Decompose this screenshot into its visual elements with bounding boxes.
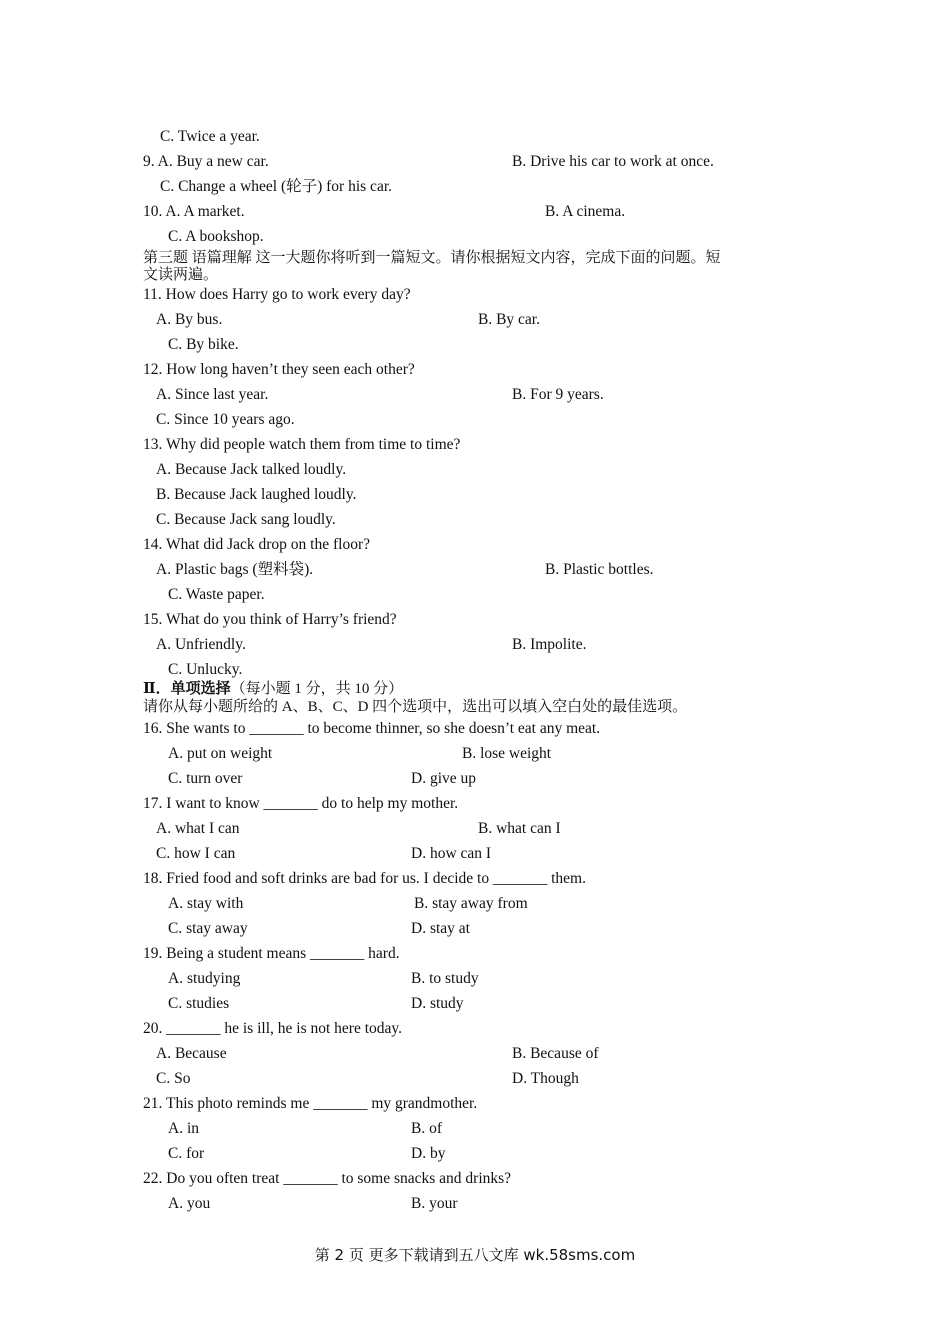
question-15: 15. What do you think of Harry’s friend? (143, 611, 397, 628)
question-14: 14. What did Jack drop on the floor? (143, 536, 370, 553)
option-18c: C. stay away (168, 920, 248, 937)
option-20b: B. Because of (512, 1045, 599, 1062)
question-16: 16. She wants to _______ to become thinner, so she doesn’t eat any meat. (143, 720, 601, 737)
option-15c: C. Unlucky. (168, 661, 243, 678)
option-20a: A. Because (156, 1045, 227, 1062)
option-15b: B. Impolite. (512, 636, 587, 653)
option-11c: C. By bike. (168, 336, 239, 353)
question-10: 10. A. A market. (143, 203, 245, 220)
option-13b: B. Because Jack laughed loudly. (156, 486, 357, 503)
option-16d: D. give up (411, 770, 477, 787)
option-21d: D. by (411, 1145, 446, 1162)
option-9b: B. Drive his car to work at once. (512, 153, 714, 170)
option-17a: A. what I can (156, 820, 240, 837)
option-19d: D. study (411, 995, 464, 1012)
option-12c: C. Since 10 years ago. (156, 411, 295, 428)
option-22b: B. your (411, 1195, 458, 1212)
question-19: 19. Being a student means _______ hard. (143, 945, 400, 962)
page-footer: 第 2 页 更多下载请到五八文库 wk.58sms.com (314, 1246, 636, 1264)
question-9: 9. A. Buy a new car. (143, 153, 269, 170)
section-2-points: （每小题 1 分，共 10 分） (230, 681, 404, 697)
question-11: 11. How does Harry go to work every day? (143, 286, 411, 303)
question-20: 20. _______ he is ill, he is not here today. (143, 1020, 403, 1037)
option-11b: B. By car. (478, 311, 540, 328)
question-21: 21. This photo reminds me _______ my grandmother. (143, 1095, 478, 1112)
option-9c: C. Change a wheel (轮子) for his car. (160, 178, 393, 195)
option-19a: A. studying (168, 970, 241, 987)
option-19c: C. studies (168, 995, 230, 1012)
option-22a: A. you (168, 1195, 211, 1212)
section-3-heading-cont: 文读两遍。 (143, 267, 219, 283)
option-21b: B. of (411, 1120, 442, 1137)
option-18b: B. stay away from (414, 895, 528, 912)
option-12a: A. Since last year. (156, 386, 269, 403)
option-16a: A. put on weight (168, 745, 273, 762)
question-12: 12. How long haven’t they seen each other? (143, 361, 415, 378)
option-20c: C. So (156, 1070, 191, 1087)
option-11a: A. By bus. (156, 311, 223, 328)
option-10c: C. A bookshop. (168, 228, 264, 245)
option-18a: A. stay with (168, 895, 244, 912)
option-16b: B. lose weight (462, 745, 552, 762)
option-18d: D. stay at (411, 920, 470, 937)
option-12b: B. For 9 years. (512, 386, 604, 403)
option-19b: B. to study (411, 970, 479, 987)
option-14c: C. Waste paper. (168, 586, 265, 603)
option-8c: C. Twice a year. (160, 128, 260, 145)
option-15a: A. Unfriendly. (156, 636, 246, 653)
option-13a: A. Because Jack talked loudly. (156, 461, 347, 478)
option-14b: B. Plastic bottles. (545, 561, 654, 578)
option-21c: C. for (168, 1145, 205, 1162)
question-22: 22. Do you often treat _______ to some snacks and drinks? (143, 1170, 512, 1187)
question-18: 18. Fried food and soft drinks are bad for us. I decide to _______ them. (143, 870, 586, 887)
option-10b: B. A cinema. (545, 203, 626, 220)
question-17: 17. I want to know _______ do to help my mother. (143, 795, 459, 812)
option-16c: C. turn over (168, 770, 243, 787)
option-14a: A. Plastic bags (塑料袋). (156, 561, 314, 578)
section-2-heading (143, 680, 403, 698)
option-17b: B. what can I (478, 820, 561, 837)
section-2-title: Ⅱ．单项选择 (143, 681, 231, 697)
option-13c: C. Because Jack sang loudly. (156, 511, 336, 528)
section-3-heading: 第三题 语篇理解 这一大题你将听到一篇短文。请你根据短文内容，完成下面的问题。短 (143, 250, 721, 266)
section-2-instructions: 请你从每小题所给的 A、B、C、D 四个选项中，选出可以填入空白处的最佳选项。 (143, 699, 688, 715)
question-13: 13. Why did people watch them from time to time? (143, 436, 461, 453)
option-21a: A. in (168, 1120, 199, 1137)
option-20d: D. Though (512, 1070, 579, 1087)
option-17c: C. how I can (156, 845, 236, 862)
option-17d: D. how can I (411, 845, 492, 862)
